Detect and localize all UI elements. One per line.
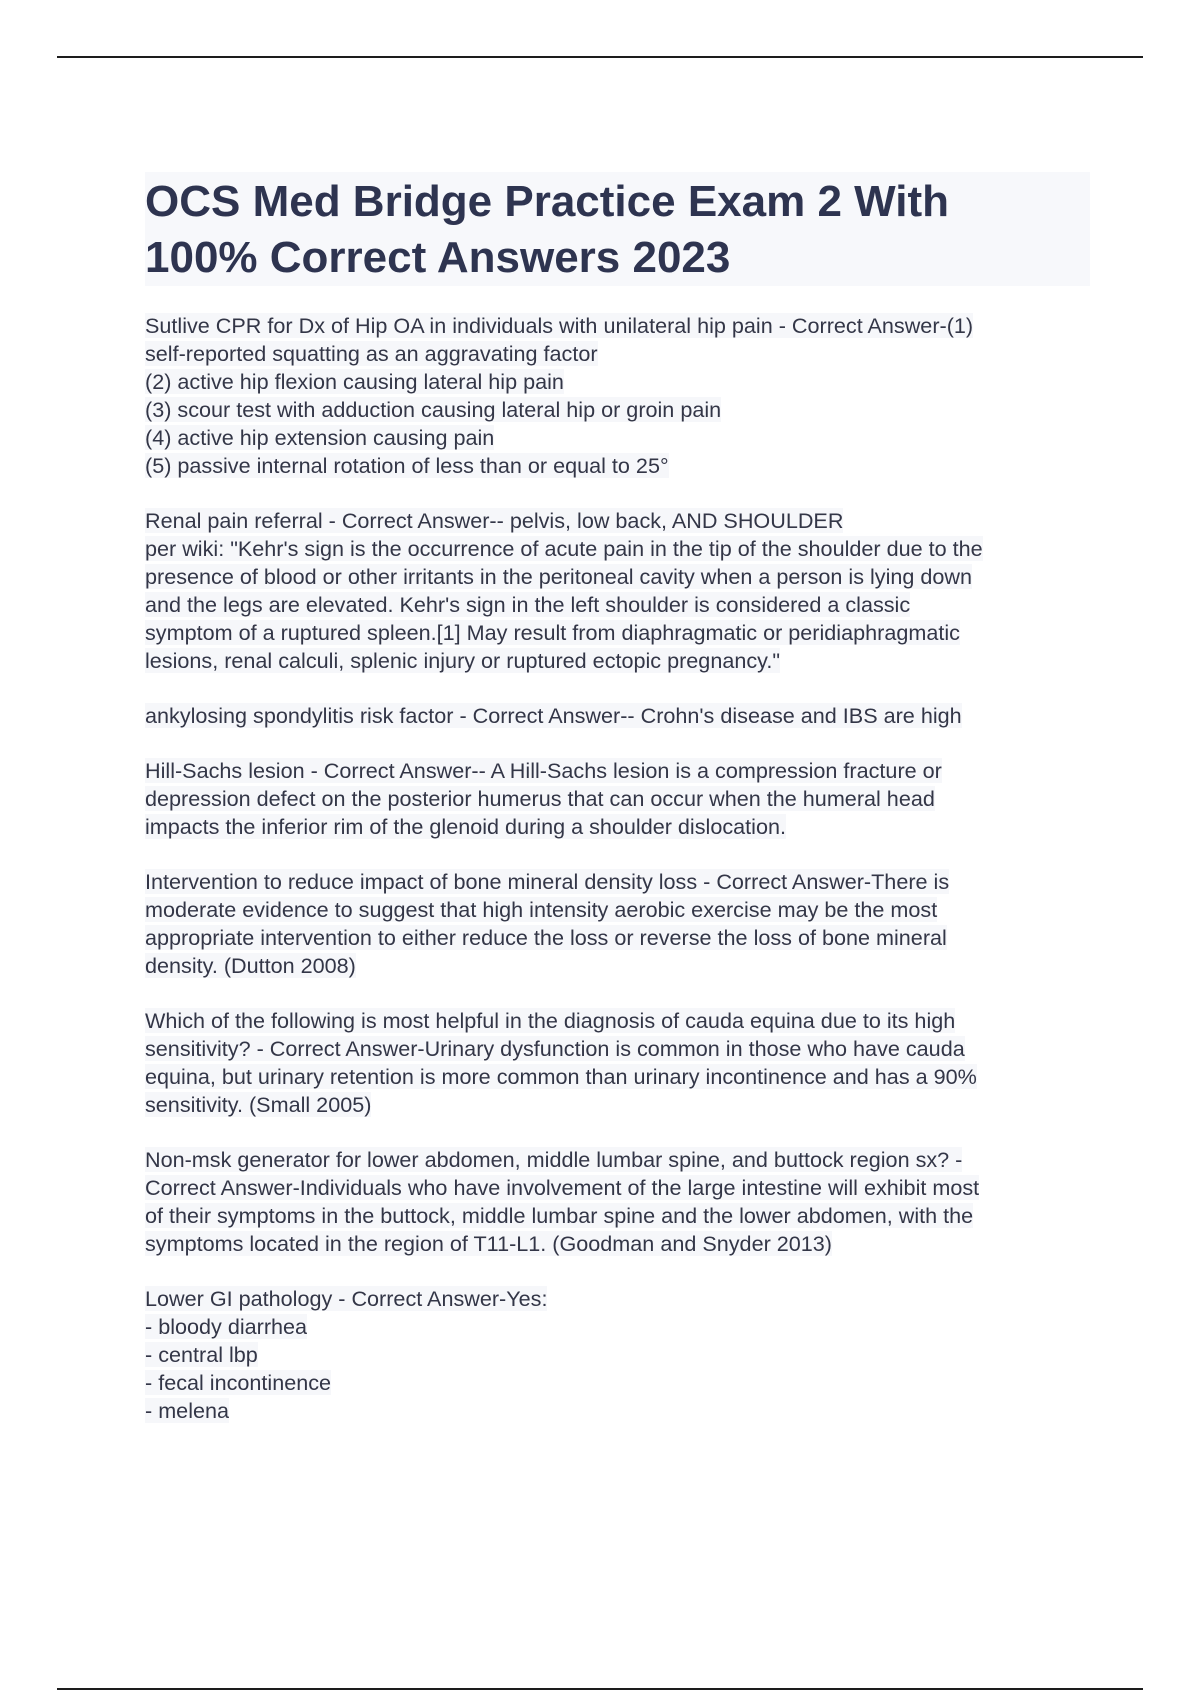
qa-entry-text: (5) passive internal rotation of less than or equal to 25°	[145, 453, 669, 478]
qa-entry-text: sensitivity? - Correct Answer-Urinary dysfunction is common in those who have cauda	[145, 1036, 965, 1061]
qa-entry-text: Intervention to reduce impact of bone mineral density loss - Correct Answer-There is	[145, 869, 950, 894]
qa-entry-text: equina, but urinary retention is more common than urinary incontinence and has a 90%	[145, 1064, 977, 1089]
qa-entry-line	[145, 535, 1090, 563]
qa-entry-text: moderate evidence to suggest that high intensity aerobic exercise may be the most	[145, 897, 938, 922]
qa-entry-line	[145, 340, 1090, 368]
qa-entry-line	[145, 312, 1090, 340]
qa-entry-line	[145, 785, 1090, 813]
document-title-line-1: OCS Med Bridge Practice Exam 2 With	[145, 177, 950, 226]
qa-entry-text: Lower GI pathology - Correct Answer-Yes:	[145, 1286, 548, 1311]
qa-entry-text: impacts the inferior rim of the glenoid during a shoulder dislocation.	[145, 814, 786, 839]
qa-entry-line	[145, 868, 1090, 896]
qa-entry-line	[145, 1369, 1090, 1397]
qa-entry-line	[145, 1091, 1090, 1119]
qa-entry-text: - fecal incontinence	[145, 1370, 332, 1395]
qa-entry-line	[145, 702, 1090, 730]
qa-entry-line	[145, 757, 1090, 785]
qa-entry-text: appropriate intervention to either reduce the loss or reverse the loss of bone mineral	[145, 925, 947, 950]
qa-entry-text: lesions, renal calculi, splenic injury or ruptured ectopic pregnancy."	[145, 648, 781, 673]
qa-entry-line	[145, 619, 1090, 647]
qa-entry-text: sensitivity. (Small 2005)	[145, 1092, 372, 1117]
qa-entry-line	[145, 1035, 1090, 1063]
document-title-line-2: 100% Correct Answers 2023	[145, 233, 731, 282]
qa-entries	[145, 312, 1090, 1425]
qa-entry-text: (4) active hip extension causing pain	[145, 425, 495, 450]
qa-entry-line	[145, 563, 1090, 591]
qa-entry-text: per wiki: "Kehr's sign is the occurrence of acute pain in the tip of the shoulder due to the	[145, 536, 983, 561]
qa-entry-text: Renal pain referral - Correct Answer-- pelvis, low back, AND SHOULDER	[145, 508, 844, 533]
qa-entry-line	[145, 896, 1090, 924]
qa-entry-line	[145, 1341, 1090, 1369]
qa-entry-text: Which of the following is most helpful in the diagnosis of cauda equina due to its high	[145, 1008, 956, 1033]
qa-entry-text: Hill-Sachs lesion - Correct Answer-- A Hill-Sachs lesion is a compression fracture or	[145, 758, 942, 783]
qa-entry-text: of their symptoms in the buttock, middle lumbar spine and the lower abdomen, with the	[145, 1203, 974, 1228]
qa-entry-line	[145, 952, 1090, 980]
qa-entry-text: (3) scour test with adduction causing lateral hip or groin pain	[145, 397, 722, 422]
qa-entry-text: ankylosing spondylitis risk factor - Correct Answer-- Crohn's disease and IBS are high	[145, 703, 962, 728]
qa-entry	[145, 702, 1090, 730]
qa-entry-text: (2) active hip flexion causing lateral hip pain	[145, 369, 564, 394]
qa-entry-text: Non-msk generator for lower abdomen, middle lumbar spine, and buttock region sx? -	[145, 1147, 963, 1172]
qa-entry-line	[145, 1202, 1090, 1230]
qa-entry-text: symptoms located in the region of T11-L1. (Goodman and Snyder 2013)	[145, 1231, 832, 1256]
qa-entry-line	[145, 647, 1090, 675]
qa-entry-text: - central lbp	[145, 1342, 258, 1367]
qa-entry-text: density. (Dutton 2008)	[145, 953, 356, 978]
qa-entry-text: presence of blood or other irritants in the peritoneal cavity when a person is lying down	[145, 564, 973, 589]
qa-entry	[145, 1146, 1090, 1258]
qa-entry-line	[145, 507, 1090, 535]
qa-entry-line	[145, 924, 1090, 952]
qa-entry	[145, 1007, 1090, 1119]
qa-entry-line	[145, 813, 1090, 841]
qa-entry-line	[145, 1285, 1090, 1313]
qa-entry-line	[145, 424, 1090, 452]
qa-entry	[145, 507, 1090, 675]
qa-entry-text: symptom of a ruptured spleen.[1] May result from diaphragmatic or peridiaphragmatic	[145, 620, 960, 645]
qa-entry-text: Correct Answer-Individuals who have involvement of the large intestine will exhibit most	[145, 1175, 980, 1200]
qa-entry-line	[145, 1174, 1090, 1202]
bottom-rule	[57, 1688, 1143, 1690]
qa-entry-line	[145, 452, 1090, 480]
top-rule	[57, 56, 1143, 58]
document-title	[145, 172, 1090, 286]
qa-entry-text: Sutlive CPR for Dx of Hip OA in individuals with unilateral hip pain - Correct Answer-(1)	[145, 313, 974, 338]
qa-entry-text: self-reported squatting as an aggravating factor	[145, 341, 598, 366]
qa-entry-line	[145, 1146, 1090, 1174]
qa-entry-text: - melena	[145, 1398, 230, 1423]
qa-entry-text: and the legs are elevated. Kehr's sign in the left shoulder is considered a classic	[145, 592, 911, 617]
qa-entry	[145, 1285, 1090, 1425]
qa-entry-line	[145, 1397, 1090, 1425]
qa-entry	[145, 312, 1090, 480]
qa-entry-line	[145, 396, 1090, 424]
qa-entry-line	[145, 1230, 1090, 1258]
qa-entry-line	[145, 1313, 1090, 1341]
qa-entry-line	[145, 591, 1090, 619]
qa-entry-line	[145, 1007, 1090, 1035]
qa-entry	[145, 868, 1090, 980]
document-body	[145, 172, 1090, 1425]
qa-entry-text: depression defect on the posterior humerus that can occur when the humeral head	[145, 786, 935, 811]
qa-entry	[145, 757, 1090, 841]
qa-entry-text: - bloody diarrhea	[145, 1314, 308, 1339]
qa-entry-line	[145, 1063, 1090, 1091]
qa-entry-line	[145, 368, 1090, 396]
